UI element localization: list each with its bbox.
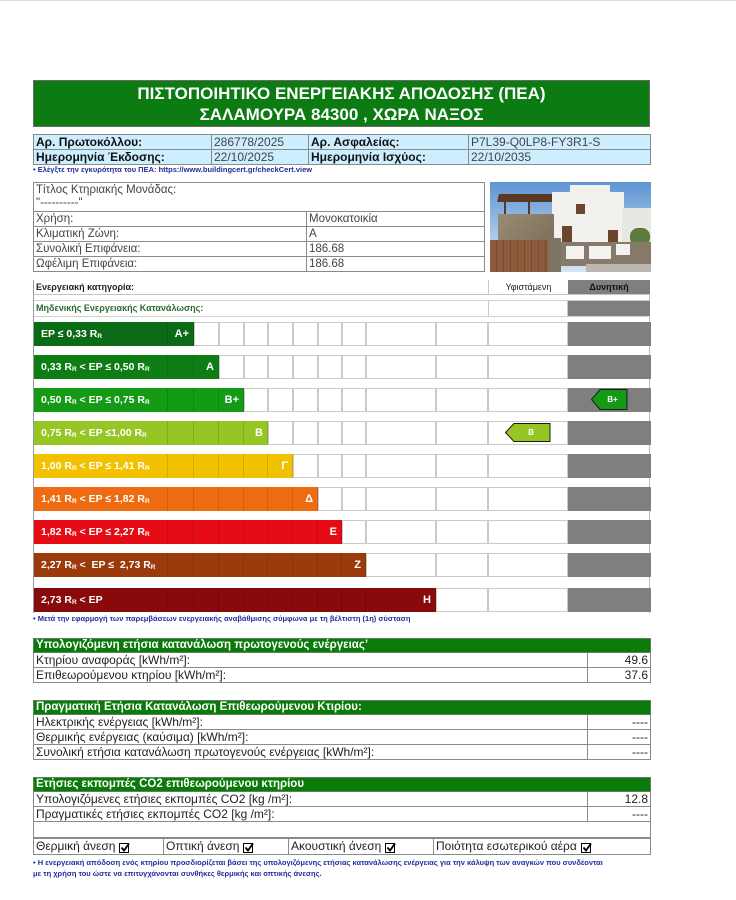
potential-rating-arrow xyxy=(591,389,628,410)
empty-grid-cell xyxy=(342,322,366,346)
empty-grid-cell xyxy=(268,421,293,445)
range-segment: 2,27 R xyxy=(41,559,72,571)
range-subscript: R xyxy=(71,498,77,505)
range-subscript: R xyxy=(71,366,77,373)
energy-class-row xyxy=(34,421,650,445)
empty-grid-cell xyxy=(436,421,488,445)
energy-category-label: Ενεργειακή κατηγορία: xyxy=(36,282,135,292)
energy-class-letter: Δ xyxy=(305,493,313,505)
energy-bar-cell xyxy=(268,520,293,544)
comfort-label: Θερμική άνεση xyxy=(36,839,116,853)
range-text xyxy=(41,322,102,349)
photo-window xyxy=(562,226,572,242)
property-row xyxy=(34,212,485,227)
current-cell xyxy=(488,588,568,612)
property-value: 186.68 xyxy=(307,257,485,272)
photo-wall-panel xyxy=(566,246,584,259)
range-text xyxy=(41,355,150,382)
calculated-co2-value: 12.8 xyxy=(588,792,651,807)
empty-grid-cell xyxy=(318,322,342,346)
range-segment: 1,41 R xyxy=(41,493,72,505)
empty-grid-cell xyxy=(293,355,318,379)
empty-grid-cell xyxy=(366,322,436,346)
comfort-label: Ποιότητα εσωτερικού αέρα xyxy=(436,839,577,853)
empty-grid-cell xyxy=(244,388,268,412)
empty-grid-cell xyxy=(293,322,318,346)
empty-grid-cell xyxy=(436,487,488,511)
issue-date-label: Ημερομηνία Έκδοσης: xyxy=(34,150,212,165)
table-row xyxy=(34,745,651,760)
current-rating-arrow xyxy=(505,423,551,442)
energy-bar-cell xyxy=(366,588,436,612)
insurance-label: Αρ. Ασφαλείας: xyxy=(309,135,469,150)
empty-grid-cell xyxy=(293,421,318,445)
comfort-item-visual xyxy=(164,839,289,855)
energy-bar-cell xyxy=(168,487,194,511)
energy-bar-cell xyxy=(342,553,366,577)
certificate-title-banner xyxy=(33,80,650,127)
calculated-consumption-table xyxy=(33,638,651,683)
comfort-item-thermal xyxy=(34,839,164,855)
thermal-energy-value: ---- xyxy=(588,730,651,745)
empty-grid-cell xyxy=(342,487,366,511)
range-segment: 1,00 R xyxy=(41,460,72,472)
current-cell xyxy=(488,421,568,445)
energy-bar-cell xyxy=(293,487,318,511)
energy-note xyxy=(33,614,410,623)
range-segment: < EP ≤ 2,73 R xyxy=(76,559,151,571)
energy-class-row xyxy=(34,487,650,511)
unit-title-row xyxy=(34,183,485,212)
protocol-label: Αρ. Πρωτοκόλλου: xyxy=(34,135,212,150)
current-cell xyxy=(488,355,568,379)
empty-grid-cell xyxy=(268,355,293,379)
range-subscript: R xyxy=(144,531,150,538)
empty-grid-cell xyxy=(366,520,436,544)
range-segment: < EP ≤ 1,82 R xyxy=(76,493,145,505)
energy-bar-cell xyxy=(219,588,244,612)
energy-class-letter: Ζ xyxy=(354,559,361,571)
potential-cell xyxy=(568,487,651,511)
energy-bar-cell xyxy=(168,588,194,612)
range-subscript: R xyxy=(150,564,156,571)
reference-building-label: Κτηρίου αναφοράς [kWh/m²]: xyxy=(34,653,588,668)
energy-bar-cell xyxy=(268,553,293,577)
empty-grid-cell xyxy=(436,322,488,346)
property-table xyxy=(33,182,485,272)
energy-bar-cell xyxy=(318,588,342,612)
energy-class-range-label xyxy=(34,520,168,544)
photo-window xyxy=(608,230,618,242)
info-row xyxy=(34,135,651,150)
energy-class-row xyxy=(34,388,650,412)
energy-header-row xyxy=(34,280,650,295)
energy-class-row xyxy=(34,520,650,544)
unit-title-label: Τίτλος Κτηριακής Μονάδας: xyxy=(36,184,177,196)
range-segment: EP ≤ 0,33 R xyxy=(41,328,98,340)
energy-bar-cell xyxy=(342,588,366,612)
energy-bar-cell xyxy=(293,520,318,544)
empty-grid-cell xyxy=(318,421,342,445)
property-row xyxy=(34,257,485,272)
unit-title-value: "----------" xyxy=(36,197,83,209)
energy-bar-cell xyxy=(244,454,268,478)
energy-class-range-label xyxy=(34,421,168,445)
potential-column-header: Δυνητική xyxy=(568,280,650,294)
electric-energy-value: ---- xyxy=(588,715,651,730)
footer-note xyxy=(33,857,603,879)
energy-bar-cell xyxy=(194,487,219,511)
property-photo xyxy=(490,182,651,272)
energy-bar-cell xyxy=(194,588,219,612)
energy-bar-cell xyxy=(293,588,318,612)
empty-grid-cell xyxy=(342,421,366,445)
energy-bar-cell xyxy=(168,454,194,478)
empty-grid-cell xyxy=(318,454,342,478)
arrow-class-label: Β xyxy=(528,428,534,437)
issue-date-value: 22/10/2025 xyxy=(212,150,309,165)
current-cell xyxy=(488,454,568,478)
comfort-label: Οπτική άνεση xyxy=(166,839,240,853)
comfort-row xyxy=(34,839,651,855)
energy-bar-cell xyxy=(168,388,194,412)
comfort-table xyxy=(33,838,651,855)
energy-note-text: • Μετά την εφαρμογή των παρεμβάσεων ενεργειακής αναβάθμισης σύμφωνα με τη βέλτιστη (1η) σύσταση xyxy=(33,614,411,623)
energy-bar-cell xyxy=(244,520,268,544)
energy-bar-cell xyxy=(194,355,219,379)
range-segment: 1,82 R xyxy=(41,526,72,538)
energy-bar-cell xyxy=(268,454,293,478)
range-text xyxy=(41,588,103,615)
potential-cell xyxy=(568,520,651,544)
energy-bar-cell xyxy=(219,553,244,577)
energy-class-letter: Ε xyxy=(329,526,337,538)
range-subscript: R xyxy=(144,366,150,373)
table-row xyxy=(34,715,651,730)
energy-bar-cell xyxy=(168,421,194,445)
inspected-building-label: Επιθεωρούμενου κτηρίου [kWh/m²]: xyxy=(34,668,588,683)
range-subscript: R xyxy=(71,599,77,606)
calculated-co2-label: Υπολογιζόμενες ετήσιες εκπομπές CO2 [kg /m²]: xyxy=(34,792,588,807)
empty-grid-cell xyxy=(318,388,342,412)
property-value: 186.68 xyxy=(307,242,485,257)
checkbox-checked-icon xyxy=(581,843,591,853)
empty-grid-cell xyxy=(436,388,488,412)
potential-cell xyxy=(568,355,651,379)
range-subscript: R xyxy=(71,531,77,538)
energy-class-range-label xyxy=(34,388,168,412)
verify-note xyxy=(33,165,312,174)
empty-grid-cell xyxy=(366,388,436,412)
empty-row xyxy=(34,822,651,838)
co2-emissions-header: Ετήσιες εκπομπές CO2 επιθεωρούμενου κτηρίου xyxy=(34,778,651,792)
energy-bar-cell xyxy=(244,588,268,612)
energy-bar-cell xyxy=(194,388,219,412)
empty-grid-cell xyxy=(318,355,342,379)
energy-bar-cell xyxy=(194,520,219,544)
energy-bar-cell xyxy=(268,487,293,511)
range-text xyxy=(41,487,150,514)
table-row xyxy=(34,792,651,807)
potential-cell xyxy=(568,553,651,577)
current-cell xyxy=(488,520,568,544)
empty-grid-cell xyxy=(366,355,436,379)
empty-grid-cell xyxy=(268,322,293,346)
energy-class-letter: Β xyxy=(255,427,263,439)
potential-cell xyxy=(568,454,651,478)
co2-emissions-table xyxy=(33,777,651,838)
arrow-class-label: Β+ xyxy=(607,395,618,404)
energy-class-letter: Η xyxy=(423,594,431,606)
photo-window xyxy=(576,204,585,214)
comfort-label: Ακουστική άνεση xyxy=(291,839,382,853)
electric-energy-label: Ηλεκτρικής ενέργειας [kWh/m²]: xyxy=(34,715,588,730)
potential-cell xyxy=(568,322,651,346)
energy-bar-cell xyxy=(244,487,268,511)
potential-cell xyxy=(568,588,651,612)
photo-road xyxy=(586,264,651,272)
comfort-item-acoustic xyxy=(289,839,434,855)
energy-bar-cell xyxy=(268,588,293,612)
checkbox-checked-icon xyxy=(119,843,129,853)
range-subscript: R xyxy=(71,432,77,439)
empty-grid-cell xyxy=(436,355,488,379)
reference-building-value: 49.6 xyxy=(588,653,651,668)
insurance-value: P7L39-Q0LP8-FY3R1-S xyxy=(469,135,651,150)
footer-note-line1: • Η ενεργειακή απόδοση ενός κτηρίου προσδιορίζεται βάσει της υπολογιζόμενης ετήσιας κατανάλωσης ενέργειας για την κάλυψη των αναγκών που συνδέονται xyxy=(33,858,603,867)
nzeb-current-cell xyxy=(488,301,568,316)
table-row xyxy=(34,730,651,745)
range-segment: < EP xyxy=(76,594,103,606)
calculated-consumption-header: Υπολογιζόμενη ετήσια κατανάλωση πρωτογενούς ενέργειας’ xyxy=(34,639,651,653)
energy-class-letter: Α xyxy=(206,361,214,373)
empty-grid-cell xyxy=(293,454,318,478)
range-subscript: R xyxy=(71,399,77,406)
energy-class-range-label xyxy=(34,487,168,511)
empty-grid-cell xyxy=(342,388,366,412)
energy-bar-cell xyxy=(168,355,194,379)
table-row xyxy=(34,668,651,683)
energy-bar-cell xyxy=(168,322,194,346)
range-text xyxy=(41,553,156,580)
empty-grid-cell xyxy=(244,322,268,346)
nzeb-potential-cell xyxy=(568,301,650,316)
energy-class-letter: Α+ xyxy=(174,328,189,340)
energy-bar-cell xyxy=(318,553,342,577)
empty-grid-cell xyxy=(366,487,436,511)
range-segment: < EP ≤ 1,41 R xyxy=(76,460,145,472)
energy-bar-cell xyxy=(219,454,244,478)
range-subscript: R xyxy=(71,465,77,472)
empty-grid-cell xyxy=(436,454,488,478)
empty-grid-cell xyxy=(268,388,293,412)
empty-grid-cell xyxy=(318,487,342,511)
empty-grid-cell xyxy=(436,553,488,577)
energy-bar-cell xyxy=(168,553,194,577)
range-text xyxy=(41,421,147,448)
empty-grid-cell xyxy=(194,322,219,346)
potential-cell xyxy=(568,388,651,412)
checkbox-checked-icon xyxy=(243,843,253,853)
range-subscript: R xyxy=(144,465,150,472)
range-subscript: R xyxy=(144,498,150,505)
property-label: Κλιματική Ζώνη: xyxy=(34,227,307,242)
inspected-building-value: 37.6 xyxy=(588,668,651,683)
photo-gate xyxy=(490,240,550,272)
certificate-info-table xyxy=(33,134,651,165)
validity-date-value: 22/10/2035 xyxy=(469,150,651,165)
current-cell xyxy=(488,388,568,412)
energy-bar-cell xyxy=(219,388,244,412)
energy-class-range-label xyxy=(34,588,168,612)
energy-bar-cell xyxy=(293,553,318,577)
energy-class-row xyxy=(34,553,650,577)
current-column-header: Υφιστάμενη xyxy=(488,280,568,294)
energy-class-letter: Γ xyxy=(281,460,288,472)
energy-bar-cell xyxy=(194,421,219,445)
energy-class-row xyxy=(34,588,650,612)
property-label: Συνολική Επιφάνεια: xyxy=(34,242,307,257)
energy-bar-cell xyxy=(194,454,219,478)
energy-class-row xyxy=(34,322,650,346)
property-address: ΣΑΛΑΜΟΥΡΑ 84300 , ΧΩΡΑ ΝΑΞΟΣ xyxy=(199,105,484,124)
empty-grid-cell xyxy=(244,355,268,379)
range-subscript: R xyxy=(144,399,150,406)
thermal-energy-label: Θερμικής ενέργειας (καύσιμα) [kWh/m²]: xyxy=(34,730,588,745)
property-label: Χρήση: xyxy=(34,212,307,227)
energy-bar-cell xyxy=(244,421,268,445)
empty-grid-cell xyxy=(366,454,436,478)
actual-consumption-header: Πραγματική Ετήσια Κατανάλωση Επιθεωρούμενου Κτιρίου: xyxy=(34,701,651,715)
property-value: Α xyxy=(307,227,485,242)
energy-class-row xyxy=(34,355,650,379)
validity-date-label: Ημερομηνία Ισχύος: xyxy=(309,150,469,165)
photo-wall-panel xyxy=(589,246,611,259)
energy-bar-cell xyxy=(219,487,244,511)
range-segment: < EP ≤ 0,50 R xyxy=(76,361,145,373)
energy-class-letter: Β+ xyxy=(224,394,239,406)
range-segment: < EP ≤ 2,27 R xyxy=(76,526,145,538)
certificate-title: ΠΙΣΤΟΠΟΙΗΤΙΚΟ ΕΝΕΡΓΕΙΑΚΗΣ ΑΠΟΔΟΣΗΣ (ΠΕΑ) xyxy=(137,84,546,103)
range-segment: 0,33 R xyxy=(41,361,72,373)
empty-grid-cell xyxy=(293,388,318,412)
range-segment: 0,50 R xyxy=(41,394,72,406)
photo-wall-panel xyxy=(616,244,630,255)
empty-grid-cell xyxy=(436,588,488,612)
energy-class-range-label xyxy=(34,355,168,379)
range-text xyxy=(41,388,150,415)
photo-pillar xyxy=(548,238,561,272)
potential-cell xyxy=(568,421,651,445)
energy-bar-cell xyxy=(219,520,244,544)
energy-bar-cell xyxy=(168,520,194,544)
range-subscript: R xyxy=(142,432,147,439)
nzeb-row xyxy=(34,300,650,317)
energy-class-range-label xyxy=(34,553,168,577)
range-subscript: R xyxy=(97,333,103,340)
range-segment: < EP ≤ 0,75 R xyxy=(76,394,145,406)
verify-note-text: • Ελέγξτε την εγκυρότητα του ΠΕΑ: https://www.buildingcert.gr/checkCert.view xyxy=(33,165,313,174)
property-row xyxy=(34,227,485,242)
empty-cell xyxy=(34,822,651,838)
footer-note-line2: με τη χρήση του ώστε να επιτυγχάνονται συνθήκες θερμικής και οπτικής άνεσης. xyxy=(33,869,322,878)
comfort-item-air-quality xyxy=(434,839,651,855)
empty-grid-cell xyxy=(366,421,436,445)
protocol-value: 286778/2025 xyxy=(212,135,309,150)
property-row xyxy=(34,242,485,257)
range-text xyxy=(41,520,150,547)
nzeb-label: Μηδενικής Ενεργειακής Κατανάλωσης: xyxy=(36,303,204,313)
energy-class-chart xyxy=(33,280,650,613)
current-cell xyxy=(488,553,568,577)
top-border xyxy=(0,0,736,1)
unit-title-cell xyxy=(34,183,485,212)
current-cell xyxy=(488,322,568,346)
actual-consumption-table xyxy=(33,700,651,760)
empty-grid-cell xyxy=(219,355,244,379)
range-segment: < EP ≤1,00 R xyxy=(76,427,143,439)
range-text xyxy=(41,454,150,481)
energy-bar-cell xyxy=(219,421,244,445)
empty-grid-cell xyxy=(342,355,366,379)
energy-bar-cell xyxy=(244,553,268,577)
property-label: Ωφέλιμη Επιφάνεια: xyxy=(34,257,307,272)
empty-grid-cell xyxy=(366,553,436,577)
energy-bar-cell xyxy=(318,520,342,544)
total-primary-energy-label: Συνολική ετήσια κατανάλωση πρωτογενούς ενέργειας [kWh/m²]: xyxy=(34,745,588,760)
info-row xyxy=(34,150,651,165)
checkbox-checked-icon xyxy=(385,843,395,853)
range-subscript: R xyxy=(71,564,77,571)
actual-co2-label: Πραγματικές ετήσιες εκπομπές CO2 [kg /m²]: xyxy=(34,807,588,822)
table-row xyxy=(34,807,651,822)
energy-class-range-label xyxy=(34,454,168,478)
total-primary-energy-value: ---- xyxy=(588,745,651,760)
energy-bar-cell xyxy=(194,553,219,577)
energy-class-range-label xyxy=(34,322,168,346)
empty-grid-cell xyxy=(436,520,488,544)
empty-grid-cell xyxy=(342,520,366,544)
range-segment: 2,73 R xyxy=(41,594,72,606)
actual-co2-value: ---- xyxy=(588,807,651,822)
energy-class-row xyxy=(34,454,650,478)
empty-grid-cell xyxy=(219,322,244,346)
range-segment: 0,75 R xyxy=(41,427,72,439)
empty-grid-cell xyxy=(342,454,366,478)
table-row xyxy=(34,653,651,668)
property-value: Μονοκατοικία xyxy=(307,212,485,227)
current-cell xyxy=(488,487,568,511)
